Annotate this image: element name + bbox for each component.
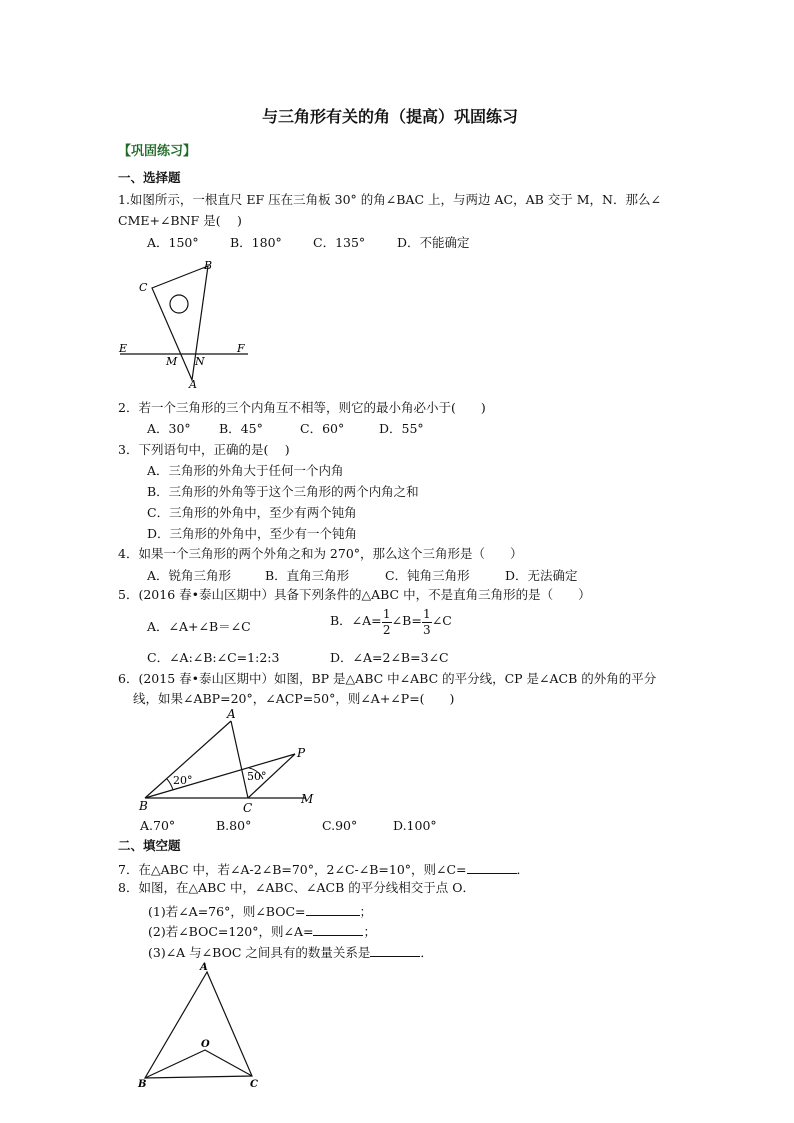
q6-option-a: A.70° [140,818,176,833]
q5-option-b [330,607,452,636]
q8-sub3-prefix: (3)∠A 与∠BOC 之间具有的数量关系是 [148,945,371,960]
q6-line1: 6．(2015 春•泰山区期中）如图，BP 是△ABC 中∠ABC 的平分线，CP 是∠ACB 的外角的平分 [118,671,657,686]
q6-label-m: M [301,792,314,806]
q5-option-b-suffix: ∠C [431,613,452,628]
q3-option-b: B．三角形的外角等于这个三角形的两个内角之和 [147,484,419,499]
q8-label-b: B [138,1079,147,1090]
q7-prefix: 7．在△ABC 中，若∠A-2∠B=70°，2∠C-∠B=10°，则∠C= [118,862,467,877]
q1-label-f: F [237,342,245,355]
q1-line2: CME+∠BNF 是( ) [118,213,242,228]
q8-label-a: A [200,962,208,973]
q8-sub3-blank[interactable] [370,944,420,957]
q2-text: 2．若一个三角形的三个内角互不相等，则它的最小角必小于( ) [118,400,486,415]
q8-sub1 [148,903,372,919]
q1-option-d: D．不能确定 [397,235,470,250]
q1-label-a: A [189,378,197,390]
q3-option-c: C．三角形的外角中，至少有两个钝角 [147,505,357,520]
q6-label-p: P [297,746,306,760]
q1-label-n: N [195,355,205,368]
q2-option-a: A．30° [147,421,191,436]
q8-sub2-prefix: (2)若∠BOC=120°，则∠A= [148,924,314,939]
q5-option-c: C．∠A:∠B:∠C=1:2:3 [147,650,280,665]
q6-label-c: C [243,801,253,815]
q6-option-d: D.100° [393,818,437,833]
q4-option-a: A．锐角三角形 [147,568,232,583]
q1-label-e: E [119,342,128,355]
q6-label-a: A [227,707,236,721]
q5-frac2-num: 1 [422,606,431,621]
q4-text: 4．如果一个三角形的两个外角之和为 270°，那么这个三角形是（ ） [118,546,523,561]
q5-frac2-den: 3 [422,622,431,637]
q1-figure [115,258,255,390]
q8-sub2-suffix: ； [363,924,376,939]
q6-line2: 线，如果∠ABP=20°，∠ACP=50°，则∠A+∠P=( ) [133,691,455,706]
q2-option-b: B．45° [219,421,263,436]
q7-answer-blank[interactable] [467,861,517,874]
q8-label-o: O [201,1039,210,1050]
q6-option-b: B.80° [216,818,252,833]
q5-option-d: D．∠A=2∠B=3∠C [330,650,449,665]
q5-frac1-num: 1 [382,606,391,621]
part2-heading: 二、填空题 [118,838,181,853]
q1-label-c: C [139,281,148,294]
q6-figure [135,706,325,818]
q3-option-a: A．三角形的外角大于任何一个内角 [147,463,344,478]
q2-option-c: C．60° [300,421,345,436]
page-title: 与三角形有关的角（提高）巩固练习 [262,107,519,126]
q5-frac1-den: 2 [382,622,391,637]
q3-option-d: D．三角形的外角中，至少有一个钝角 [147,526,358,541]
q2-option-d: D．55° [379,421,424,436]
q8-sub1-suffix: ； [359,904,373,919]
q6-angle-50: 50° [247,770,267,783]
q6-label-b: B [139,799,148,813]
q6-option-c: C.90° [322,818,358,833]
q1-option-c: C．135° [313,235,366,250]
q3-text: 3．下列语句中，正确的是( ) [118,442,290,457]
q8-sub2 [148,923,376,939]
q1-line1: 1.如图所示，一根直尺 EF 压在三角板 30° 的角∠BAC 上，与两边 AC，AB 交于 M，N．那么∠ [118,192,661,207]
q1-option-a: A．150° [147,235,199,250]
q8-label-c: C [250,1079,258,1090]
q7-suffix: ． [516,862,530,877]
q4-option-d: D．无法确定 [505,568,578,583]
q8-sub1-blank[interactable] [306,903,360,916]
q1-option-b: B．180° [230,235,282,250]
q6-angle-20: 20° [173,774,193,787]
q5-option-b-prefix: B．∠A= [330,613,382,628]
q8-sub2-blank[interactable] [313,923,363,936]
q8-text: 8．如图，在△ABC 中，∠ABC、∠ACB 的平分线相交于点 O． [118,880,475,895]
q5-fraction-third [422,608,432,636]
q5-option-a: A．∠A+∠B＝∠C [147,619,251,634]
section-tag: 【巩固练习】 [118,144,197,159]
q4-option-b: B．直角三角形 [265,568,350,583]
q5-text: 5．(2016 春•泰山区期中）具备下列条件的△ABC 中，不是直角三角形的是（ ） [118,587,591,602]
q8-sub3-suffix: ． [420,945,433,960]
q5-option-b-mid: ∠B= [391,613,422,628]
q5-fraction-half [382,608,392,636]
q1-label-b: B [204,259,213,272]
q8-figure [135,958,270,1090]
q8-sub1-prefix: (1)若∠A=76°，则∠BOC= [148,904,306,919]
q4-option-c: C．钝角三角形 [385,568,470,583]
q1-label-m: M [166,355,178,368]
q7-text [118,861,529,877]
part1-heading: 一、选择题 [118,170,181,185]
